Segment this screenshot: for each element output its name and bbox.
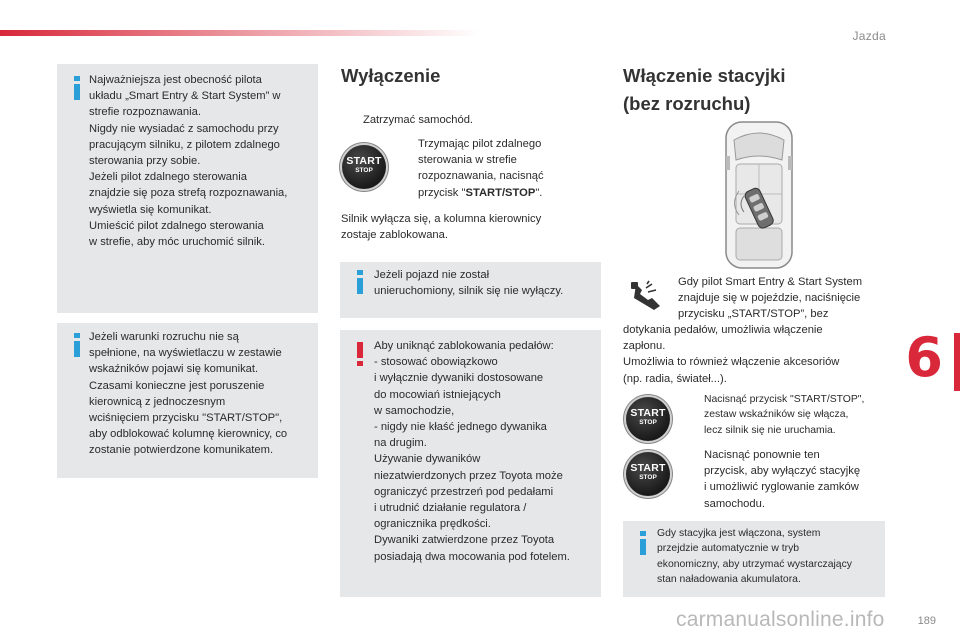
warning-text: Aby uniknąć zablokowania pedałów: - stosować obowiązkowo i wyłącznie dywaniki dostosowane do mocowiań istniejących w samochodzie, - nigdy nie kłaść jednego dywanika na drugim. Używanie dywaników niezatwierdzonych przez Toyota może ograniczyć przestrzeń pod pedałami i utrudnić działanie regulatora / ogranicznika prędkości. Dywaniki zatwierdzone przez Toyota posiadają dwa mocowania pod fotelem.: [374, 340, 570, 563]
info-box-economy-mode: [623, 521, 885, 597]
info-text: Najważniejsza jest obecność pilota układu „Smart Entry & Start System” w strefie rozpoznawania. Nigdy nie wysiadać z samochodu przy pracującym silniku, z pilotem zdalnego sterowania przy sobie. Jeżeli pilot zdalnego sterowania znajdzie się poza strefą rozpoznawania, wyświetla się komunikat. Umieścić pilot zdalnego sterowania w strefie, aby móc uruchomić silnik.: [89, 74, 288, 249]
info-box-start-conditions: [57, 323, 318, 478]
info-text: Jeżeli warunki rozruchu nie są spełnione, na wyświetlaczu w zestawie wskaźników pojawi się komunikat. Czasami konieczne jest poruszenie kierownicą z jednoczesnym wciśnięciem przycisku "START/STOP", aby odblokować kolumnę kierownicy, co zostanie potwierdzone komunikatem.: [89, 331, 288, 457]
step-stop-car: Zatrzymać samochód.: [363, 114, 474, 126]
info-text: Jeżeli pojazd nie został unieruchomiony, silnik się nie wyłączy.: [374, 269, 564, 298]
step-press-ignition-off: Nacisnąć ponownie ten przycisk, aby wyłączyć stacyjkę i umożliwić ryglowanie zamków samochodu.: [704, 449, 861, 510]
info-icon: [70, 333, 84, 359]
section-title: Jazda: [852, 29, 886, 43]
page-number: 189: [917, 615, 936, 627]
start-stop-button-icon: START STOP: [342, 145, 386, 189]
header-accent-bar: [0, 30, 480, 36]
info-box-not-immobilised: [340, 262, 601, 318]
start-stop-button-icon: START STOP: [626, 397, 670, 441]
chapter-tab-marker: [954, 333, 960, 391]
car-top-view-illustration: [724, 120, 794, 270]
ignition-intro-continued: dotykania pedałów, umożliwia włączenie zapłonu. Umożliwia to również włączenie akcesoriów (np. radia, świateł...).: [623, 324, 840, 385]
info-icon: [353, 270, 367, 296]
step-press-ignition-on: Nacisnąć przycisk "START/STOP", zestaw wskaźników się włącza, lecz silnik się nie uruchamia.: [704, 394, 865, 436]
hand-pressing-button-icon: [628, 280, 664, 312]
start-stop-button-icon: START STOP: [626, 452, 670, 496]
warning-icon: [353, 342, 367, 368]
info-icon: [70, 76, 84, 102]
section-heading-ignition-on: Włączenie stacyjki (bez rozruchu): [623, 65, 786, 114]
step-press-start-stop: Trzymając pilot zdalnego sterowania w strefie rozpoznawania, nacisnąć przycisk "START/STOP".: [418, 138, 544, 199]
warning-box-floor-mats: [340, 330, 601, 597]
section-heading-switch-off: Wyłączenie: [341, 65, 441, 86]
watermark: carmanualsonline.info: [676, 608, 885, 631]
info-text: Gdy stacyjka jest włączona, system przejdzie automatycznie w tryb ekonomiczny, aby utrzymać wystarczający stan naładowania akumulatora.: [657, 528, 852, 586]
info-box-pilot-presence: [57, 64, 318, 313]
engine-off-result: Silnik wyłącza się, a kolumna kierownicy zostaje zablokowana.: [341, 213, 542, 242]
info-icon: [636, 531, 650, 557]
ignition-intro-text: Gdy pilot Smart Entry & Start System znajduje się w pojeździe, naciśnięcie przycisku „START/STOP”, bez: [678, 276, 863, 321]
chapter-number: 6: [905, 326, 943, 389]
